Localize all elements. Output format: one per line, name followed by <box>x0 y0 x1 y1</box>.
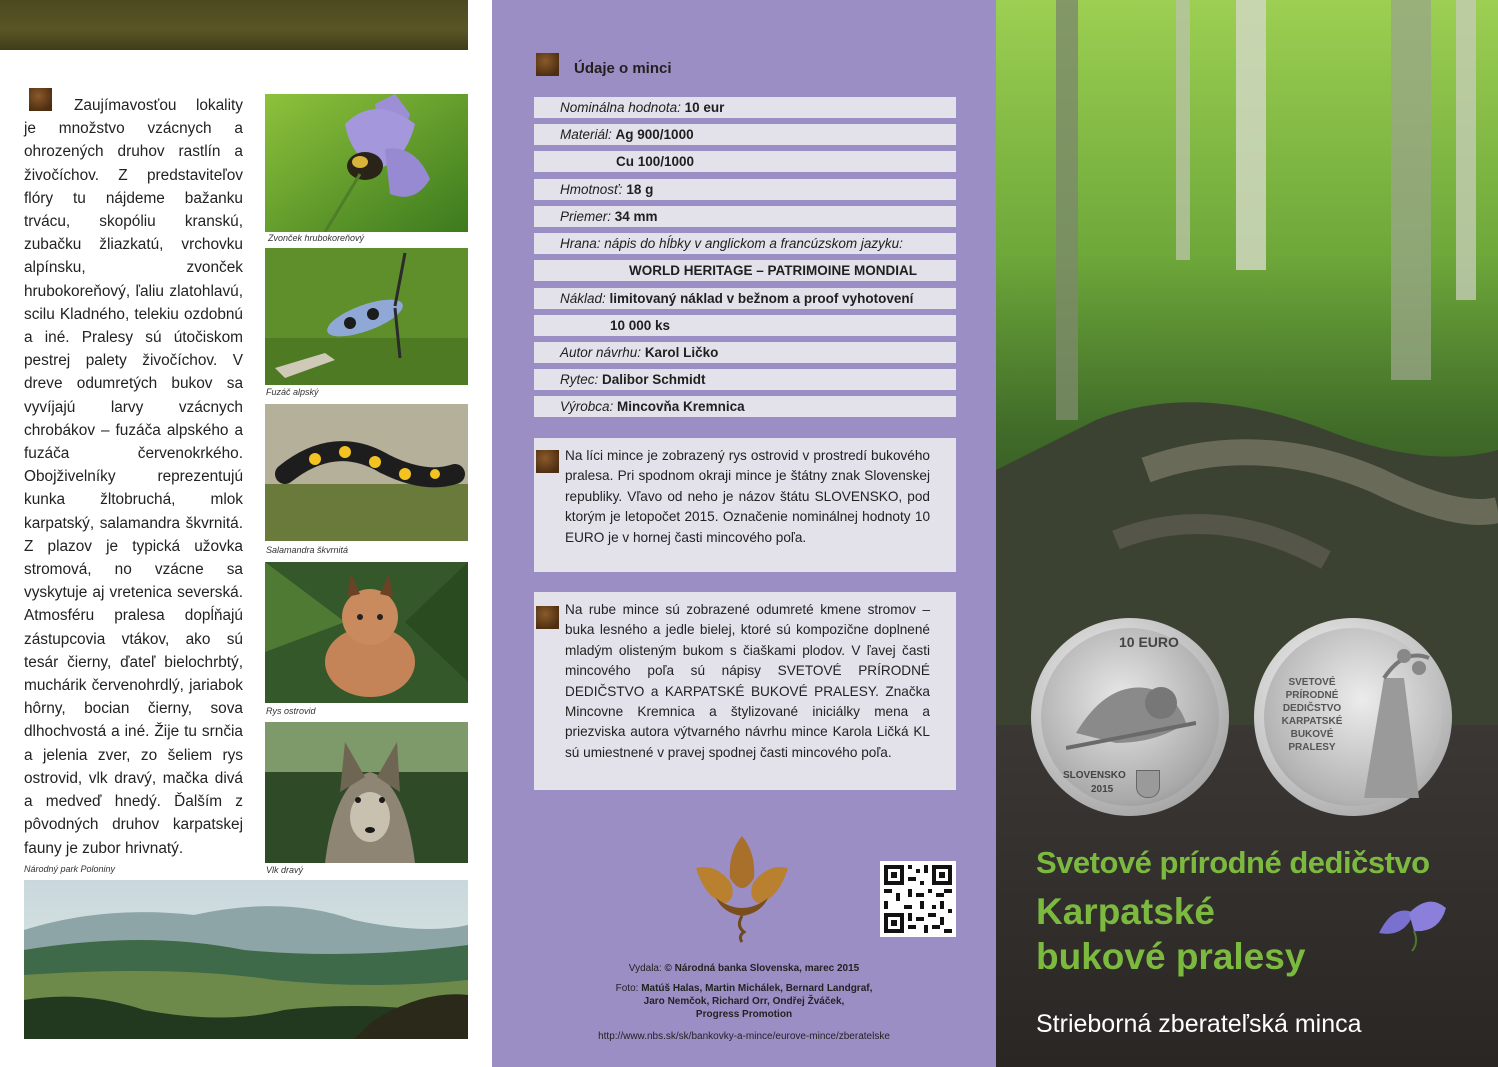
spec-row-mintage: Náklad: limitovaný náklad v bežnom a proof vyhotovení <box>534 288 956 309</box>
spec-row-edge-text: WORLD HERITAGE – PATRIMOINE MONDIAL <box>534 260 956 281</box>
caption-wolf: Vlk dravý <box>266 865 304 875</box>
coin-year-label: 2015 <box>1091 784 1114 795</box>
caption-beetle: Fuzáč alpský <box>266 387 319 397</box>
photo-credits-line-3: Progress Promotion <box>695 1009 793 1020</box>
bullet-square-icon <box>536 450 559 473</box>
top-grass-photo <box>0 0 468 50</box>
publisher-line: Vydala: © Národná banka Slovenska, marec 2015 <box>628 963 860 974</box>
qr-code-icon[interactable] <box>880 861 956 937</box>
spec-row-nominal: Nominálna hodnota: 10 eur <box>534 97 956 118</box>
coin-reverse <box>1254 618 1452 816</box>
coin-country-label: SLOVENSKO <box>1063 770 1126 781</box>
photo-credits-line-1: Foto: Matúš Halas, Martin Michálek, Bernard Landgraf, <box>615 983 873 994</box>
coin-obverse <box>1031 618 1229 816</box>
salamander-photo <box>265 404 468 541</box>
spec-row-manufacturer: Výrobca: Mincovňa Kremnica <box>534 396 956 417</box>
beechnut-emblem-icon <box>686 828 798 944</box>
subtitle: Strieborná zberateľská minca <box>1036 1010 1362 1038</box>
reverse-description-box: Na rube mince sú zobrazené odumreté kmene stromov – buka lesného a jedle bielej, ktoré sú kompozične doplnené mladým olisteným bukom s čiaškami plodov. V ľavej časti mincového poľa sú nápisy SVETOVÉ PRÍRODNÉ DEDIČSTVO a KARPATSKÉ BUKOVÉ PRALESY. Značka Mincovne Kremnica a štylizované iniciálky mena a priezviska autora výtvarného návrhu mince Karola Ličká KL sú umiestnené v pravej spodnej časti mincového poľa. <box>534 592 956 790</box>
spec-row-material: Materiál: Ag 900/1000 <box>534 124 956 145</box>
right-panel <box>996 0 1498 1067</box>
spec-row-mintage-count: 10 000 ks <box>534 315 956 336</box>
spec-row-material-cu: Cu 100/1000 <box>534 151 956 172</box>
title-line-3: bukové pralesy <box>1036 936 1306 977</box>
specs-title: Údaje o minci <box>574 60 672 77</box>
state-emblem-icon <box>1136 770 1160 798</box>
title-line-2: Karpatské <box>1036 891 1215 932</box>
photo-credits-line-2: Jaro Nemčok, Richard Orr, Ondřej Žváček, <box>643 996 845 1007</box>
spec-row-edge: Hrana: nápis do hĺbky v anglickom a francúzskom jazyku: <box>534 233 956 254</box>
landscape-photo <box>24 880 468 1039</box>
title-line-1: Svetové prírodné dedičstvo <box>1036 845 1430 880</box>
caption-bellflower: Zvonček hrubokoreňový <box>268 233 365 243</box>
website-url-link[interactable]: http://www.nbs.sk/sk/bankovky-a-mince/eurove-mince/zberatelske <box>598 1031 890 1042</box>
caption-salamander: Salamandra škvrnitá <box>266 545 349 555</box>
bullet-square-icon <box>536 53 559 76</box>
caption-lynx: Rys ostrovid <box>266 706 316 716</box>
caption-park: Národný park Poloniny <box>24 864 116 874</box>
beetle-photo <box>265 248 468 385</box>
left-panel <box>0 0 492 1067</box>
spec-row-diameter: Priemer: 34 mm <box>534 206 956 227</box>
bullet-square-icon <box>536 606 559 629</box>
coin-value-label: 10 EURO <box>1119 634 1179 650</box>
coin-reverse-inscription: SVETOVÉ PRÍRODNÉ DEDIČSTVO KARPATSKÉ BUKOVÉ PRALESY <box>1281 677 1343 753</box>
wolf-photo <box>265 722 468 863</box>
bellflower-photo <box>265 94 468 232</box>
lynx-photo <box>265 562 468 703</box>
obverse-description-box: Na líci mince je zobrazený rys ostrovid v prostredí bukového pralesa. Pri spodnom okraji mince je štátny znak Slovenskej republiky. Vľavo od neho je názov štátu SLOVENSKO, pod ktorým je letopočet 2015. Označenie nominálnej hodnoty 10 EURO je v hornej časti mincového poľa. <box>534 438 956 572</box>
spec-row-weight: Hmotnosť: 18 g <box>534 179 956 200</box>
bellflower-icon <box>1374 893 1450 953</box>
spec-row-designer: Autor návrhu: Karol Ličko <box>534 342 956 363</box>
spec-row-engraver: Rytec: Dalibor Schmidt <box>534 369 956 390</box>
body-text: Zaujímavosťou lokality je množstvo vzácnych a ohrozených druhov rastlín a živočíchov. Z predstaviteľov flóry tu nájdeme bažanku trvácu, skopóliu kranskú, zubačku žliazkatú, vrchovku alpínsku, zvonček hrubokoreňový, ľaliu zlatohlavú, scilu Kladného, telekiu ozdobnú a iné. Pralesy sú útočiskom pestrej palety živočíchov. V dreve odumretých bukov sa vyvíjajú larvy vzácnych chrobákov – fuzáča alpského a fuzáča červenokrkého. Obojživelníky reprezentujú kunka žltobruchá, mlok karpatský, salamandra škvrnitá. Z plazov je typická užovka stromová, no vzácne sa vyskytuje aj vretenica severská. Atmosféru pralesa dopĺňajú zástupcovia vtákov, ako sú tesár čierny, ďateľ bielochrbtý, muchárik červenohrdlý, jariabok hôrny, bocian čierny, sova dlhochvostá a iné. Žije tu srnčia a jelenia zver, zo šeliem rys ostrovid, vlk dravý, mačka divá a medveď hnedý. Ďalším z pôvodných druhov karpatskej fauny je zubor hrivnatý. <box>24 97 243 857</box>
forest-photo <box>996 0 1498 725</box>
